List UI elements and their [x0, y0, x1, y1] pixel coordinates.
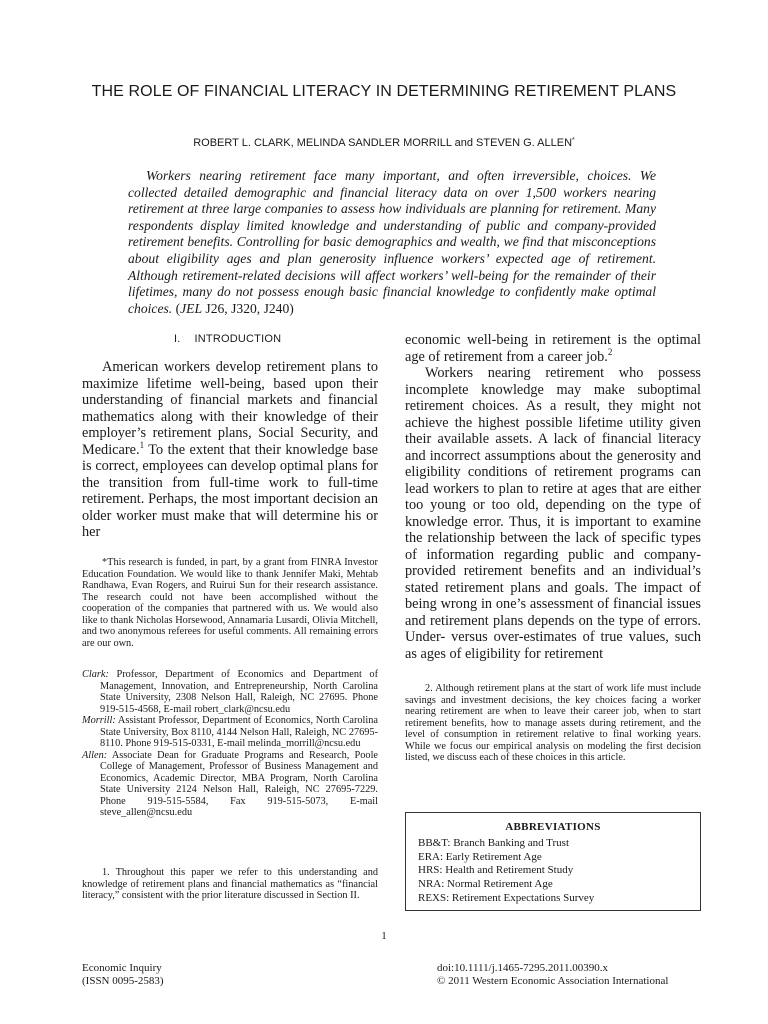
abbreviation-item: REXS: Retirement Expectations Survey — [418, 891, 595, 904]
affiliation-clark — [82, 669, 378, 715]
authors-footnote-mark: * — [572, 137, 575, 144]
intro-continuation — [405, 332, 701, 365]
affiliation-name: Morrill: — [82, 715, 116, 726]
footnote-ref-1[interactable]: 1 — [139, 439, 145, 450]
author-list — [60, 134, 708, 150]
intro-paragraph-1 — [82, 359, 378, 541]
affiliation-name: Clark: — [82, 669, 109, 680]
affiliation-text: Associate Dean for Graduate Programs and Research, Poole College of Management, Professor of Business Management and Economics, Academic Director, MBA Program, North Carolina State University 2124 Nelson Hall, Raleigh, NC 27695-7229. Phone 919-515-5584, Fax 919-515-5073, E-mail steve_allen@ncsu.edu — [100, 749, 378, 818]
doi[interactable]: doi:10.1111/j.1465-7295.2011.00390.x — [437, 962, 609, 974]
abbreviation-item: BB&T: Branch Banking and Trust — [418, 836, 570, 849]
affiliation-text: Professor, Department of Economics and Department of Management, Innovation, and Entrepreneurship, North Carolina State University, 2308 Nelson Hall, Raleigh, NC 27695. Phone 919-515-4568, E-mail robert_clark@ncsu.edu — [100, 669, 378, 715]
abstract-text: Workers nearing retirement face many important, and often irreversible, choices. We collected detailed demographic and financial literacy data on over 1,500 workers nearing retirement at three large companies to assess how individuals are planning for retirement. Many respondents display limited knowledge and understanding of public and company-provided retirement benefits. Controlling for basic demographics and wealth, we find that misconceptions about eligibility ages and plan generosity influence workers’ expected age of retirement. Although retirement-related decisions will affect workers’ well-being for the remainder of their lifetimes, many do not possess enough basic financial knowledge to confidently make optimal choices. — [128, 168, 656, 316]
footnote-1-text: 1. Throughout this paper we refer to this understanding and knowledge of retirement plans and financial mathematics as “financial literacy,” consistent with the prior literature discussed in Section II. — [82, 867, 378, 901]
section-number: I. — [174, 333, 181, 345]
left-column-body — [82, 359, 378, 541]
jel-codes: J26, J320, J240) — [205, 300, 294, 316]
section-title: INTRODUCTION — [194, 333, 282, 345]
journal-name: Economic Inquiry — [82, 962, 162, 974]
affiliation-text: Assistant Professor, Department of Economics, North Carolina State University, Box 8110, 4144 Nelson Hall, Raleigh, NC 27695-8110. Phone 919-515-0331, E-mail melinda_morrill@ncsu.edu — [100, 715, 378, 749]
author-affiliations — [82, 669, 378, 819]
right-column-body — [405, 332, 701, 662]
footnote-1 — [82, 867, 378, 902]
footnote-ref-2[interactable]: 2 — [607, 346, 613, 357]
abbreviations-box — [405, 812, 701, 911]
section-heading — [174, 332, 295, 346]
intro-paragraph-2: Workers nearing retirement who possess incomplete knowledge may make suboptimal retirement choices. As a result, they might not achieve the highest possible lifetime utility given their available assets. A lack of financial literacy and incorrect assumptions about the generosity and eligibility conditions of retirement programs can lead workers to plan to retire at ages that are either too young or too old, depending on the type of knowledge error. Thus, it is important to examine the relationship between the lack of specific types of information regarding public and company-provided retirement benefits and an individual’s stated retirement plans and goals. The impact of being wrong in one’s assessment of financial issues and retirement plans depends on the type of errors. Under- versus over-estimates of true values, such as ages of eligibility for retirement — [405, 365, 701, 662]
journal-info — [82, 962, 164, 988]
funding-footnote — [82, 557, 378, 649]
abbreviations-heading: ABBREVIATIONS — [505, 821, 601, 833]
affiliation-allen — [82, 750, 378, 819]
abbreviation-item: HRS: Health and Retirement Study — [418, 864, 574, 877]
publication-info — [405, 962, 701, 988]
intro-text-b: To the extent that their knowledge base is correct, employees can develop optimal plans for the transition from full-time work to full-time retirement. Perhaps, the most important decision an older worker must make that will determine his or her — [82, 441, 378, 540]
abbreviation-item: ERA: Early Retirement Age — [418, 850, 542, 863]
abbreviation-item: NRA: Normal Retirement Age — [418, 878, 553, 891]
paper-title: THE ROLE OF FINANCIAL LITERACY IN DETERMINING RETIREMENT PLANS — [91, 83, 677, 100]
page-number: 1 — [381, 930, 387, 942]
jel-open: ( — [175, 300, 181, 316]
footnote-2-text: 2. Although retirement plans at the start of work life must include savings and investment decisions, the key choices facing a worker nearing retirement are when to leave their career job, when to start retirement benefits, how to manage assets during retirement, and the level of consumption in retirement relative to final working years. While we focus our empirical analysis on modeling the first decision listed, we discuss each of these choices in this article. — [405, 683, 701, 763]
intro-text-a: American workers develop retirement plans to maximize lifetime well-being, based upon their understanding of financial markets and financial mathematics along with their knowledge of their employer’s retirement plans, Social Security, and Medicare. — [82, 359, 378, 458]
footnote-2 — [405, 683, 701, 764]
continuation-text: economic well-being in retirement is the optimal age of retirement from a career job. — [405, 332, 701, 365]
affiliation-name: Allen: — [82, 749, 108, 761]
funding-text: *This research is funded, in part, by a grant from FINRA Investor Education Foundation. We would like to thank Jennifer Maki, Mehtab Randhawa, Evan Rogers, and Ruirui Sun for their research assistance. The research could not have been accomplished without the cooperation of the companies that partnered with us. We would also like to thank Nicholas Horsewood, Annamaria Lusardi, Olivia Mitchell, and two anonymous referees for useful comments. All remaining errors are our own. — [82, 557, 378, 649]
authors-names: ROBERT L. CLARK, MELINDA SANDLER MORRILL and STEVEN G. ALLEN — [193, 137, 573, 149]
journal-issn: (ISSN 0095-2583) — [82, 975, 164, 987]
copyright: © 2011 Western Economic Association International — [437, 975, 669, 987]
abstract — [128, 168, 656, 317]
affiliation-morrill — [82, 715, 378, 750]
jel-label: JEL — [180, 300, 203, 316]
